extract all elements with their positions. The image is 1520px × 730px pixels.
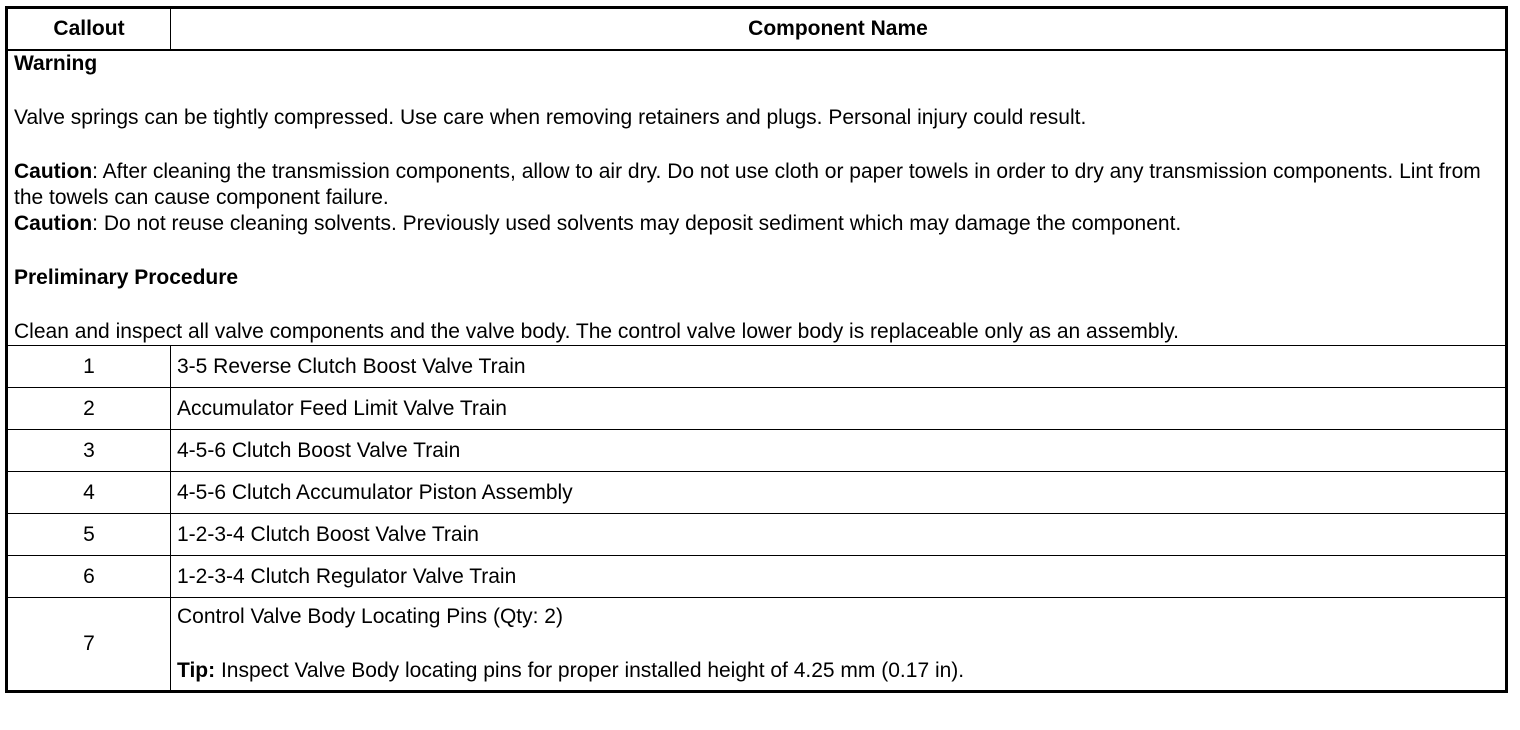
table-row [7,346,1507,388]
callout-cell: 4 [7,472,171,514]
header-row [7,8,1507,51]
caution-text-2: : Do not reuse cleaning solvents. Previously used solvents may deposit sediment which may damage the component. [92,212,1182,235]
procedure-heading: Preliminary Procedure [14,266,239,289]
component-name-cell: 4-5-6 Clutch Boost Valve Train [171,430,1507,472]
table-row [7,514,1507,556]
warning-heading: Warning [14,52,98,75]
procedure-text: Clean and inspect all valve components and the valve body. The control valve lower body is replaceable only as an assembly. [14,320,1179,343]
caution-note-1 [14,159,1499,211]
table-row [7,430,1507,472]
component-table [5,6,1508,693]
table-row [7,472,1507,514]
header-callout: Callout [7,8,171,51]
component-name-text: Control Valve Body Locating Pins (Qty: 2) [177,605,563,628]
header-component-name: Component Name [171,8,1507,51]
caution-note-2 [14,211,1499,237]
tip-label: Tip: [177,659,216,682]
warning-text: Valve springs can be tightly compressed. Use care when removing retainers and plugs. Personal injury could result. [14,106,1087,129]
notes-cell [7,50,1507,346]
tip-note [177,658,1499,684]
component-name-cell [171,598,1507,692]
component-name-cell: Accumulator Feed Limit Valve Train [171,388,1507,430]
component-name-cell: 3-5 Reverse Clutch Boost Valve Train [171,346,1507,388]
table-row [7,556,1507,598]
component-name-cell: 4-5-6 Clutch Accumulator Piston Assembly [171,472,1507,514]
callout-cell: 7 [7,598,171,692]
component-name-cell: 1-2-3-4 Clutch Boost Valve Train [171,514,1507,556]
callout-cell: 1 [7,346,171,388]
callout-cell: 3 [7,430,171,472]
tip-text: Inspect Valve Body locating pins for proper installed height of 4.25 mm (0.17 in). [215,659,965,682]
callout-cell: 5 [7,514,171,556]
notes-row [7,50,1507,346]
caution-label-2: Caution [14,212,93,235]
caution-text-1: : After cleaning the transmission components, allow to air dry. Do not use cloth or paper towels in order to dry any transmission components. Lint from the towels can cause component failure. [14,160,1481,209]
caution-label-1: Caution [14,160,93,183]
table-row [7,388,1507,430]
callout-cell: 6 [7,556,171,598]
component-name-cell: 1-2-3-4 Clutch Regulator Valve Train [171,556,1507,598]
table-row [7,598,1507,692]
callout-cell: 2 [7,388,171,430]
